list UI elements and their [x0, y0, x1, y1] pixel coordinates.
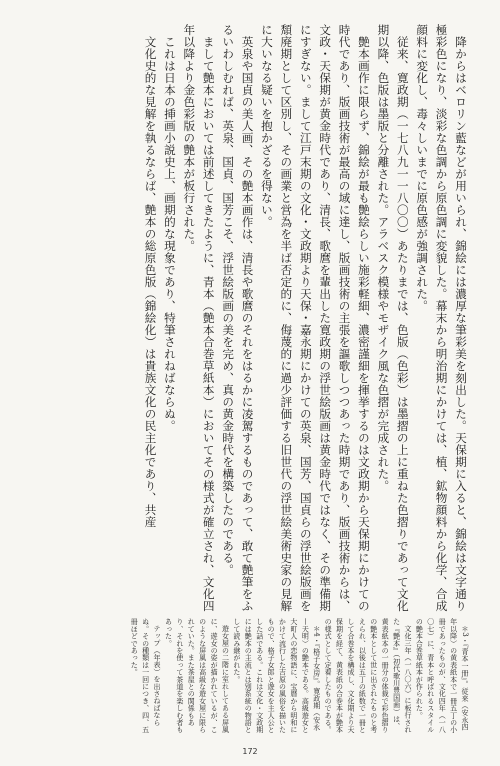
footnote: ＊3・『青本一冊』。従来（安永四年以降）の黄表紙本で一冊五丁の小冊であったものが、文化四年（一八〇七）に、青本と呼ばれるスタイルの艶本合巻草紙本が作られた。: [415, 618, 469, 734]
main-text-block: [30, 24, 470, 614]
paragraph: 英泉や国貞の美人画、その艶本画作は、清長や歌麿のそれをはるかに凌駕するものであって、敢て艶筆をふるいわしむれば、英泉、国貞、国芳こそ、浮世絵版画の美を完め、真の黄金時代を構築したのである。: [221, 24, 255, 612]
footnotes-block: [30, 618, 470, 736]
paragraph: 文化史的な見解を執るならば、艶本の総原色版（錦絵化）は貴族文化の民主化であり、共産: [143, 35, 158, 528]
paragraph: これは日本の挿画小説史上、画期的な現象であり、特筆されねばならぬ。: [162, 35, 177, 432]
page-number: 172: [242, 747, 258, 756]
paragraph: 艶本画作に限らず、錦絵が最も艶絵らしい施彩軽細、濃密謹細を揮挙するのは文政期から天保期にかけての時代であり、版画技術が最高の域に達し、版画技術の主張を謳歌しつつあった時期であり、版画技術からは、文政・天保期が黄金時代であり、清長、歌麿を輩出した寛政期の浮世絵版画は黄金時代ではなく、その準備期にすぎない。まして江戸末期の文化・文政期より天保・嘉永期にかけての英泉、国芳、国貞らの浮世絵版画を頽廃期として区別し、その画業と営為を半ば否定的に、侮蔑的に過少評価する旧世代の浮世絵美術史家の見解に大いなる疑いを抱かざるを得ない。: [259, 24, 371, 612]
paragraph: 従来、寛政期（一七八九一一八〇〇）あたりまでは、色版（色彩）は墨摺の上に重ねた色摺りであって文化期以降、色版は墨版と分離された。アラベスク模様やモザイク風な色摺が完成された。: [376, 24, 410, 612]
footnote: 遊女屋の二階に室れしてある屏風に、遊女の姿が描かれているが、このような屏風は高級な遊女屋に限られていた。また茶屋との関係もあり、それを使って茶道を楽しむ者もあった。: [164, 618, 230, 734]
paragraph: まして艶本においては前述してきたように、青本（艶本合巻草紙本）においてその様式が確立され、文化四年以降より金色彩版の艶本が板行された。: [182, 24, 216, 612]
footnote: 文化三年（一八〇六）に板行された『艶本』（初代歌川豊国画）は、黄表紙本の一冊分の体裁で彩色摺りの艶本として世に出されたものと考えられ、以後は五丁の紙数で一冊として合巻本を構成し、文化期より天保期を経て、黄表紙の合巻本が艶本の様式として定着したものである。: [324, 618, 412, 734]
paragraph: 降からはベロリン藍などが用いられ、錦絵には濃厚な筆彩美を刻出した。天保期に入ると、錦絵は文字通り極彩色になり、淡彩な色調から原色調に変貌した。幕末から明治期にかけては、植、鉱物顔料から化学、合成顔料に変化し、毒々しいまでに原色感が強調された。: [415, 24, 468, 612]
footnote: ＊4・『格子女房』。寛政期（安永—天明）の艶本である。高級遊女と大町人の恋物語に、宝暦から明和にかけて流行した吉原の風俗を描いたもので、格子女郎と遊女を主人公とした話である。これは文化・文政期には艶本の主流とは別系統の物語として読み継がれた。: [232, 618, 321, 734]
footnote: テップ（年表）を出さねばならぬ。その種類は一回につき、四、五冊ほどであった。: [130, 618, 162, 734]
